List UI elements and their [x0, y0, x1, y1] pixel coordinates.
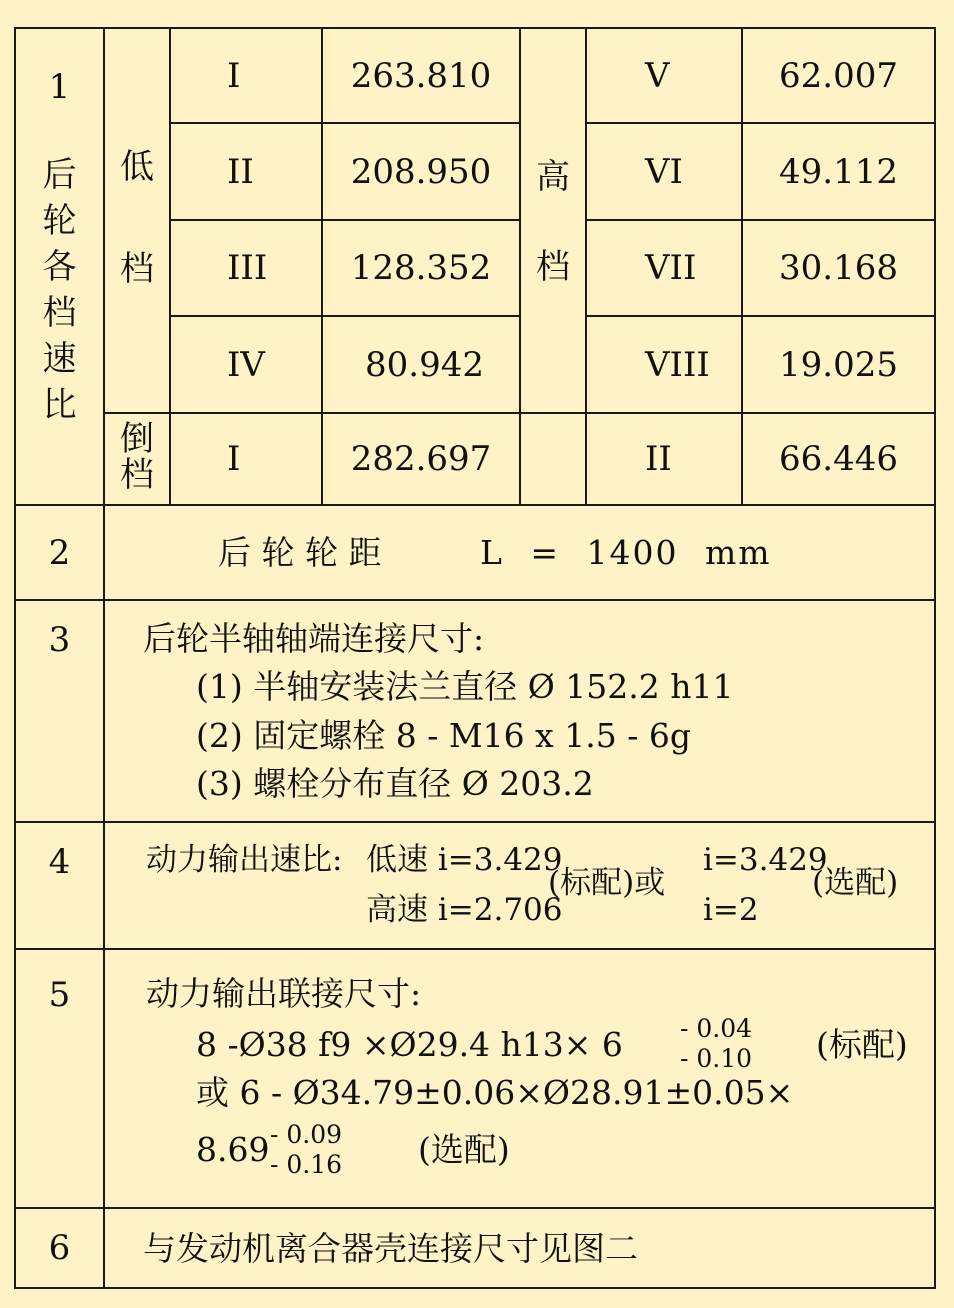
row-number: 5 — [48, 975, 71, 1015]
half-shaft-item: (2) 固定螺栓 8 - M16 x 1.5 - 6g — [196, 716, 691, 755]
gear-ratio: 62.007 — [779, 55, 898, 96]
gear-label: VI — [645, 151, 683, 192]
pto-spec-line2: 或 6 - Ø34.79±0.06×Ø28.91±0.05× — [196, 1073, 794, 1112]
gear-label: VIII — [645, 344, 710, 385]
heading-char: 档 — [42, 293, 77, 333]
gear-label: VII — [645, 248, 697, 288]
tolerance-upper: - 0.09 — [270, 1120, 343, 1149]
half-shaft-item: (3) 螺栓分布直径 Ø 203.2 — [196, 764, 594, 803]
gear-label: III — [227, 248, 268, 288]
low-gear-char: 低 — [120, 147, 154, 187]
high-gear-label — [521, 157, 585, 287]
row-separator — [14, 1207, 936, 1209]
row-number: 6 — [48, 1228, 71, 1268]
border-bottom — [14, 1287, 936, 1289]
row-separator — [14, 599, 936, 601]
wheel-track-label: 后 轮 轮 距 — [218, 533, 382, 572]
reverse-gear-char: 倒 — [120, 419, 154, 459]
gear-ratio: 30.168 — [779, 248, 898, 288]
row-separator — [14, 821, 936, 823]
row-number: 3 — [48, 620, 71, 660]
optional-note: (选配) — [418, 1130, 510, 1169]
pto-connection-title: 动力输出联接尺寸: — [146, 974, 422, 1013]
clutch-housing-note: 与发动机离合器壳连接尺寸见图二 — [143, 1229, 638, 1268]
row-separator — [14, 504, 936, 506]
gear-label: II — [645, 439, 672, 479]
gear-ratio: 19.025 — [779, 344, 898, 385]
pto-optional-ratio: i=3.429 — [703, 842, 828, 878]
gear-label: I — [227, 55, 241, 96]
gear-ratio: 282.697 — [350, 439, 492, 479]
pto-low-speed: 低速 i=3.429 — [366, 842, 563, 878]
tolerance-lower: - 0.10 — [680, 1044, 753, 1073]
heading-char: 后 — [42, 155, 77, 195]
tolerance-lower: - 0.16 — [270, 1150, 343, 1179]
heading-char: 轮 — [42, 201, 77, 241]
pto-spec-line1: 8 -Ø38 f9 ×Ø29.4 h13× 6 — [196, 1025, 623, 1064]
row1-heading — [16, 155, 103, 425]
reverse-gear-label — [105, 419, 169, 495]
pto-optional-note: (选配) — [812, 865, 899, 901]
low-gear-label — [105, 147, 169, 289]
gear-label: II — [227, 151, 254, 192]
pto-ratio-label: 动力输出速比: — [146, 842, 343, 878]
gear-ratio: 80.942 — [365, 344, 484, 385]
row-number: 4 — [48, 842, 71, 882]
gear-ratio: 66.446 — [779, 439, 898, 479]
border-right — [934, 27, 936, 1289]
pto-optional-ratio: i=2 — [703, 892, 759, 928]
heading-char: 速 — [42, 339, 77, 379]
standard-note: (标配) — [816, 1025, 908, 1064]
tolerance-upper: - 0.04 — [680, 1014, 753, 1043]
gear-ratio: 208.950 — [350, 151, 492, 192]
high-gear-char: 高 — [536, 157, 570, 197]
gear-ratio: 263.810 — [350, 55, 492, 96]
pto-high-speed: 高速 i=2.706 — [366, 892, 563, 928]
wheel-track-value: L = 1400 mm — [480, 533, 772, 572]
pto-standard-note: (标配)或 — [548, 865, 666, 901]
half-shaft-item: (1) 半轴安装法兰直径 Ø 152.2 h11 — [196, 667, 734, 706]
high-gear-char: 档 — [536, 247, 570, 287]
gear-ratio: 128.352 — [350, 248, 492, 288]
low-gear-char: 档 — [120, 249, 154, 289]
reverse-gear-char: 档 — [120, 455, 154, 495]
row-number: 1 — [48, 67, 71, 107]
row-separator — [14, 948, 936, 950]
heading-char: 各 — [42, 247, 77, 287]
gear-label: IV — [227, 344, 265, 385]
gear-label: V — [645, 55, 670, 96]
gear-label: I — [227, 439, 241, 479]
row-number: 2 — [48, 532, 71, 573]
heading-char: 比 — [42, 385, 77, 425]
pto-spec-line3: 8.69 — [196, 1130, 270, 1169]
half-shaft-title: 后轮半轴轴端连接尺寸: — [143, 619, 485, 658]
gear-ratio: 49.112 — [779, 151, 898, 192]
